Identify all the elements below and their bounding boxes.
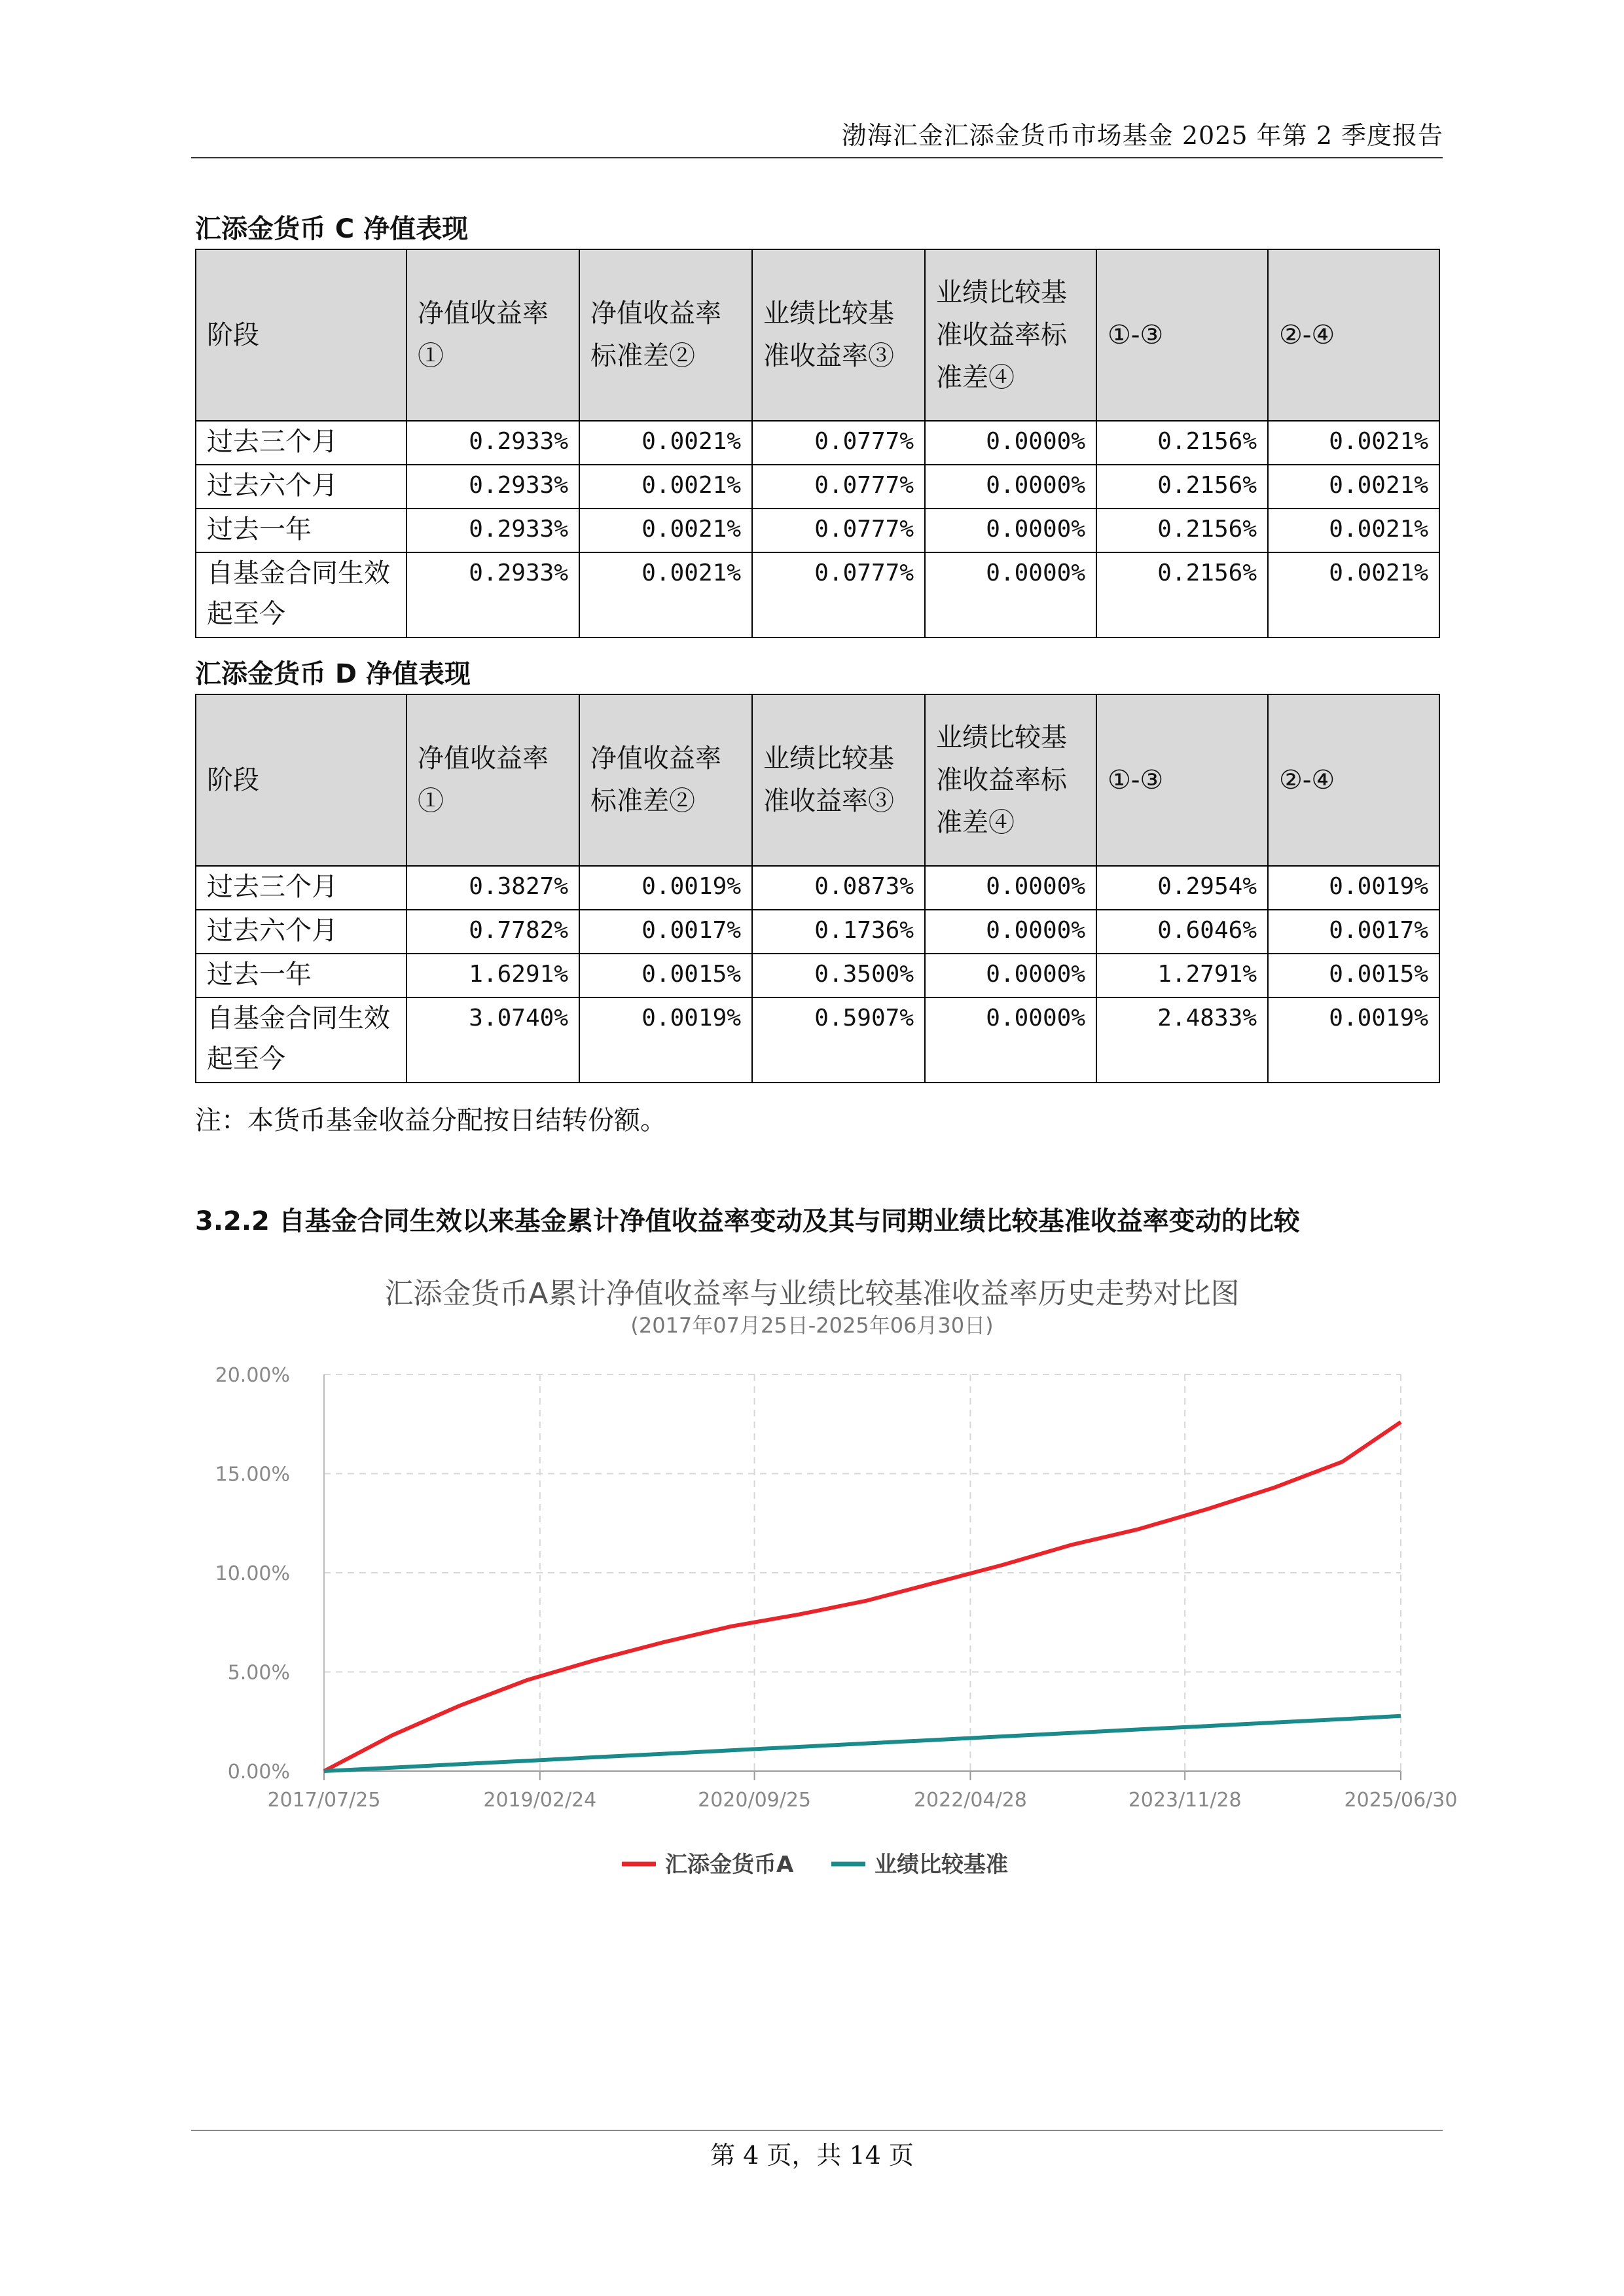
table-d-title: 汇添金货币 D 净值表现 <box>195 659 471 689</box>
table-cell: 0.0021% <box>579 465 752 509</box>
header-cell: 业绩比较基准收益率标准差④ <box>925 694 1096 866</box>
table-c-title: 汇添金货币 C 净值表现 <box>195 214 469 244</box>
table-cell: 0.0015% <box>1268 954 1439 997</box>
page-number: 第 4 页，共 14 页 <box>710 2141 914 2170</box>
table-cell: 0.0000% <box>925 910 1096 954</box>
table-cell: 0.0019% <box>579 997 752 1083</box>
chart-subtitle: (2017年07月25日-2025年06月30日) <box>630 1313 994 1338</box>
row-label: 过去六个月 <box>196 910 406 954</box>
x-tick-label: 2023/11/28 <box>1128 1789 1242 1812</box>
series-line-fund <box>324 1422 1401 1771</box>
header-cell: 净值收益率标准差② <box>579 249 752 421</box>
table-cell: 0.2933% <box>406 509 579 552</box>
header-cell: ①-③ <box>1096 249 1268 421</box>
header-cell: 净值收益率① <box>406 249 579 421</box>
header-cell: 业绩比较基准收益率③ <box>752 249 925 421</box>
note-text: 注：本货币基金收益分配按日结转份额。 <box>195 1105 666 1136</box>
table-cell: 0.2156% <box>1096 552 1268 637</box>
x-tick-label: 2022/04/28 <box>913 1789 1027 1812</box>
row-label: 过去六个月 <box>196 465 406 509</box>
header-cell: 业绩比较基准收益率③ <box>752 694 925 866</box>
table-cell: 0.0000% <box>925 552 1096 637</box>
table-cell: 0.2156% <box>1096 421 1268 465</box>
footer-rule <box>191 2130 1443 2131</box>
section-title: 3.2.2 自基金合同生效以来基金累计净值收益率变动及其与同期业绩比较基准收益率变动的比较 <box>195 1206 1300 1236</box>
y-tick-label: 20.00% <box>215 1364 290 1387</box>
header-title: 渤海汇金汇添金货币市场基金 2025 年第 2 季度报告 <box>841 121 1443 150</box>
series-line-benchmark <box>324 1716 1401 1771</box>
table-cell: 0.0777% <box>752 552 925 637</box>
header-cell: 业绩比较基准收益率标准差④ <box>925 249 1096 421</box>
y-tick-label: 10.00% <box>215 1562 290 1585</box>
table-cell: 0.0000% <box>925 421 1096 465</box>
table-cell: 0.0000% <box>925 954 1096 997</box>
table-cell: 0.1736% <box>752 910 925 954</box>
table-cell: 0.0777% <box>752 465 925 509</box>
table-cell: 0.0021% <box>1268 509 1439 552</box>
table-cell: 0.0000% <box>925 866 1096 910</box>
header-cell: 阶段 <box>196 694 406 866</box>
header-cell: 净值收益率标准差② <box>579 694 752 866</box>
table-cell: 0.2933% <box>406 552 579 637</box>
header-cell: ①-③ <box>1096 694 1268 866</box>
y-tick-label: 5.00% <box>227 1661 290 1685</box>
header-cell: ②-④ <box>1268 694 1439 866</box>
x-tick-label: 2020/09/25 <box>698 1789 812 1812</box>
table-cell: 0.0000% <box>925 997 1096 1083</box>
table-cell: 0.0000% <box>925 509 1096 552</box>
header-cell: ②-④ <box>1268 249 1439 421</box>
chart-title: 汇添金货币A累计净值收益率与业绩比较基准收益率历史走势对比图 <box>384 1277 1240 1310</box>
row-label: 自基金合同生效起至今 <box>196 997 406 1083</box>
y-tick-label: 0.00% <box>227 1761 290 1784</box>
table-cell: 0.0021% <box>579 421 752 465</box>
row-label: 自基金合同生效起至今 <box>196 552 406 637</box>
table-cell: 1.2791% <box>1096 954 1268 997</box>
y-tick-label: 15.00% <box>215 1463 290 1486</box>
table-cell: 0.3500% <box>752 954 925 997</box>
row-label: 过去一年 <box>196 509 406 552</box>
x-tick-label: 2025/06/30 <box>1344 1789 1458 1812</box>
table-cell: 0.2156% <box>1096 509 1268 552</box>
table-cell: 0.0019% <box>1268 866 1439 910</box>
row-label: 过去一年 <box>196 954 406 997</box>
table-cell: 0.0777% <box>752 421 925 465</box>
x-tick-label: 2017/07/25 <box>267 1789 381 1812</box>
table-cell: 0.0017% <box>1268 910 1439 954</box>
table-cell: 0.6046% <box>1096 910 1268 954</box>
table-cell: 0.2954% <box>1096 866 1268 910</box>
table-cell: 0.0777% <box>752 509 925 552</box>
table-cell: 0.0015% <box>579 954 752 997</box>
row-label: 过去三个月 <box>196 866 406 910</box>
table-cell: 0.2156% <box>1096 465 1268 509</box>
x-tick-label: 2019/02/24 <box>483 1789 597 1812</box>
table-cell: 0.0021% <box>579 552 752 637</box>
table-cell: 0.5907% <box>752 997 925 1083</box>
table-cell: 0.0017% <box>579 910 752 954</box>
table-cell: 0.0021% <box>1268 421 1439 465</box>
table-cell: 0.7782% <box>406 910 579 954</box>
table-cell: 0.0000% <box>925 465 1096 509</box>
table-cell: 0.0019% <box>1268 997 1439 1083</box>
table-cell: 0.0021% <box>579 509 752 552</box>
table-cell: 2.4833% <box>1096 997 1268 1083</box>
header-cell: 阶段 <box>196 249 406 421</box>
legend-label: 业绩比较基准 <box>875 1852 1008 1878</box>
table-cell: 0.0021% <box>1268 465 1439 509</box>
table-cell: 3.0740% <box>406 997 579 1083</box>
table-cell: 0.0021% <box>1268 552 1439 637</box>
table-cell: 0.2933% <box>406 421 579 465</box>
table-cell: 0.3827% <box>406 866 579 910</box>
table-cell: 0.0873% <box>752 866 925 910</box>
table-cell: 0.2933% <box>406 465 579 509</box>
table-cell: 0.0019% <box>579 866 752 910</box>
header-cell: 净值收益率① <box>406 694 579 866</box>
row-label: 过去三个月 <box>196 421 406 465</box>
legend-label: 汇添金货币A <box>665 1852 794 1878</box>
table-cell: 1.6291% <box>406 954 579 997</box>
